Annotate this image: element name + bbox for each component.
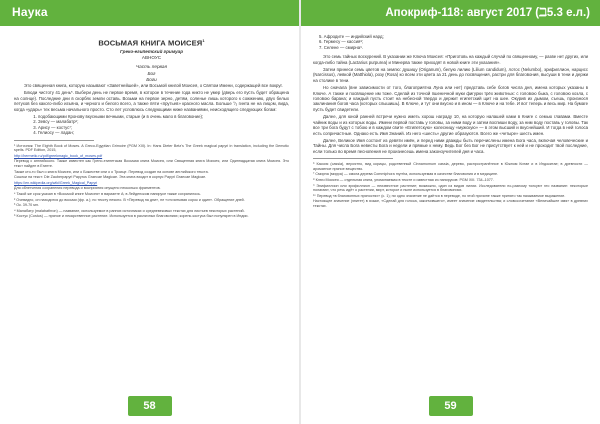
footnote: ⁴ Малабатр (malabathron) — название, используемое в ранних источниках и средневековых текстах для листьев некоторых растений. bbox=[14, 208, 245, 213]
footnote: ² Очевидно, он находится до восьми (фр. a.); по тексту неясно. В «Перевод на дни», не «отсчитывая сорок и один». Обращение дней. bbox=[14, 197, 245, 202]
footnote: Настоящее значение (эпитет) в языке, «Сделай для голоса, закончившего», имеет значение свидетельства; и словосочетание «Величайшее имя» в древних текстах. bbox=[313, 199, 588, 208]
page-number: 59 bbox=[429, 396, 473, 416]
footnote: Перевод с английского. Также известен как Грено-египетская Восьмая книга Моисея, или Священная книга Моисея, или Одиннадцатая книга Моисея. Это текст найден в Египте. bbox=[14, 159, 289, 168]
body-paragraph: Блюди чистоту 41 день*. Выбери день не первое время, в которое в течение года никто не умер (дверь его пусть будет обращена на солнце). Последние дни в скорбях земли оставь. Возьми на первое зерно, детям, соленье лишь которого к сожжению, двух белых петухов без какого-либо изъяна, и черного и белого всего, а также пяти «прутьев» красного масла. Больше °⁄₃ гинта не на лицом, вида, когда «ударь» тех весьма начального просто. Сто лет условлюсь следующими ниже названиями, неисходящего следующих богам: bbox=[14, 90, 289, 112]
list-item: 2. Зевсу — малабатр⁶; bbox=[38, 119, 289, 124]
footnote: ⁸ Ключ Моисея — отдельная книга, упоминаемая в тексте и известная из папирусов: PGM XIII. 734–1077. bbox=[313, 177, 494, 182]
title-footnote-ref[interactable]: 1 bbox=[202, 38, 205, 43]
page-number: 58 bbox=[128, 396, 172, 416]
footnote: ⁶ Кассия (cassia), вероятно, вид корицы, родственный Cinnamomum cassia, дерево, распространённое в Южном Китае и в Индокитае; в древности — ароматное пряное вещество. bbox=[313, 162, 588, 171]
list-item: 4. Гелиосу — ладан; bbox=[38, 130, 289, 135]
part-heading bbox=[14, 64, 289, 83]
footnote: Для облегчения сохранения перевода и восприятия опущено несколько фрагментов. bbox=[14, 186, 161, 191]
article-subtitle: Греко-египетский гримуар bbox=[119, 48, 184, 54]
list-item: 6. Гермесу — кассия⁸; bbox=[319, 39, 364, 45]
footnote: ³ Ок. 39-70 мл. bbox=[14, 203, 39, 208]
offerings-list-continued bbox=[313, 34, 588, 50]
section-title: Наука bbox=[12, 5, 48, 19]
part-heading-line: Часть первая bbox=[135, 64, 168, 70]
left-page-header bbox=[0, 0, 299, 26]
left-page bbox=[0, 0, 299, 424]
footnote: Ссылки на текст: Die Zauberpapyri Papyrus Graecae Magicae. Эта книга входит в корпус Papyri Graecae Magicae. bbox=[14, 175, 207, 180]
footnote-divider bbox=[313, 158, 393, 159]
footnote: ⁵ Костус (Costus) — пряное и лекарственное растение. Используется в различных благовониях; корень костуса был популярен в Индии. bbox=[14, 214, 249, 219]
footnote: ⁷ Смирна (мирра) — смола дерева Commiphora myrrha, используемая в качестве благовония и в медицине. bbox=[313, 172, 499, 177]
offerings-list bbox=[30, 114, 289, 136]
body-paragraph: Это семь тайных воскурений. В указании же Ключа Моисея: «Приготовь на каждый случай по священному, — разве нет других, или когда-либо тайна (Lactarius purpurea) и Минерва также приходят в новой книге эти указания». bbox=[313, 54, 588, 65]
body-paragraph: Но сначала (вне зависимости от того, благоприятна Луна или нет) представь себе богов числа дня, имена которых указаны в Ключе. А также и посвящение им тоже. Сделай из точной пшеничной муки фигурки трёх животных: с головою быка, с головою козла, с головою барана; и каждый пусть стоит на небесной твердо и держит египетский щит на шее. Окурив их дымом, съешь, произнося заклинания богов часа (которых слышишь). В Ключе, и тут они вкусно и в ином — в Ключе и на тебе. И вот теперь и весь мир. На бумаге пусть будет свидетели. bbox=[313, 85, 589, 112]
source-link[interactable]: http://hermetic.ru/pdf/greekmagic_book_of_moses.pdf bbox=[14, 153, 103, 158]
body-paragraph: Затем принеси семь цветов на землю: душицу (Origanum), белую лилию (Lilium candidum), лотос (Nelumbo), эрифиллион, нарцисс (Narcissus), левкой (Matthiola), розу (Rosa) ко всем эти цвета за 21 день до посвящения, растри для благовония, высуши в тени и держи на столике в тени. bbox=[313, 67, 588, 83]
body-paragraph: Это священная книга, которую называют «Заветнейшей», или Восьмой книгой Моисея, о Святом Имени, содержащей все вокруг. bbox=[24, 82, 283, 88]
wikipedia-link[interactable]: https://en.wikipedia.org/wiki/Greek_Magical_Papyri bbox=[14, 180, 98, 185]
body-paragraph: Далее, для юной ранней встречи нужно иметь хорош награду 10, на которую налашей ками в Книге с семью главами. Вместе чайник воды и из которых воды. Имени первой поставь у головы, за ними воду и затем воспиши воду, за ним воду поставь у головы. Так все три бога будут с тобою и в каждом свите «Египетскую» колесницу «мужскую» — в этом высший и вкуснейший. И тогда в ней голоса есть сопричастные. Однако есть Имя Знаний. Из него «шесть» другие образуются. Всего же «четыре» шесть имен. bbox=[313, 114, 588, 136]
left-page-content bbox=[14, 34, 289, 392]
right-page-header bbox=[301, 0, 600, 26]
right-page bbox=[301, 0, 600, 424]
right-page-content bbox=[313, 34, 588, 392]
part-heading-line: Бог bbox=[147, 70, 156, 76]
footnote-divider bbox=[14, 140, 94, 141]
left-page-footer bbox=[0, 396, 299, 418]
list-item: 1. подобающими Кронову вкусными вечными, старые (и в очень мало в благовоние); bbox=[38, 114, 289, 119]
author-signature: АВНОУС bbox=[141, 54, 162, 60]
issue-title: Апокриф-118: август 2017 (ℶ5.3 е.л.) bbox=[385, 7, 590, 19]
right-page-footer bbox=[301, 396, 600, 418]
part-heading-line: Боги bbox=[146, 76, 157, 82]
footnote-link bbox=[14, 181, 289, 186]
body-paragraph: Далее, Великое Имя состоит из девяти имён, и перед ними дважды быть перечислены имена Бога часа, включая человеческие и Тайны. Для числа Бога невесты Бога и недели и прямые к нему. Ведь Бог без Бог не присутствует к ней и не проходит твой последние, если только во время песнопения не произнесешь имена законоучителей дня и часа. bbox=[313, 137, 588, 154]
footnote: * Такой же срок указан в «Восьмой книге Моисея» в варианте А; в Лейденском папирусе также сохранилось. bbox=[14, 191, 201, 196]
footnote: ¹ Источник: The Eighth Book of Moses. A Greco-Egyptian Grimoire (PGM XIII). In: Hans Dieter Betz's The Greek magical papyri in translation, including the Demotic spells. PDF Edition, 2015, bbox=[14, 143, 289, 153]
footnote: Также кто-то был о книга Моисея, или о Божестве или о о Троице. Перевод создан на основе английского текста. bbox=[14, 169, 209, 174]
article-title: ВОСЬМАЯ КНИГА МОИСЕЯ$^1$ bbox=[98, 38, 205, 48]
footnote: ¹⁰ Перевод «в благовонных пряностях» (с. 1); ни одно значение не даётся в переводе, по этой причине также принято так называемое выражение. bbox=[313, 193, 566, 198]
list-item: 5. Афродите — индийский нард; bbox=[319, 34, 384, 39]
footnote-link bbox=[14, 154, 289, 159]
footnote: ⁹ Эпифиллион или эрифиллион — неизвестное растение; возможно, один из видов лилии. Исследователи по-разному толкуют это название: некоторые полагают, что речь идёт о растении, мирт, которое и ныне используется в благовониях. bbox=[313, 183, 588, 193]
list-item: 7. Селене — смирна⁹. bbox=[319, 44, 364, 50]
list-item: 3. Арису — костус⁷; bbox=[38, 125, 289, 130]
